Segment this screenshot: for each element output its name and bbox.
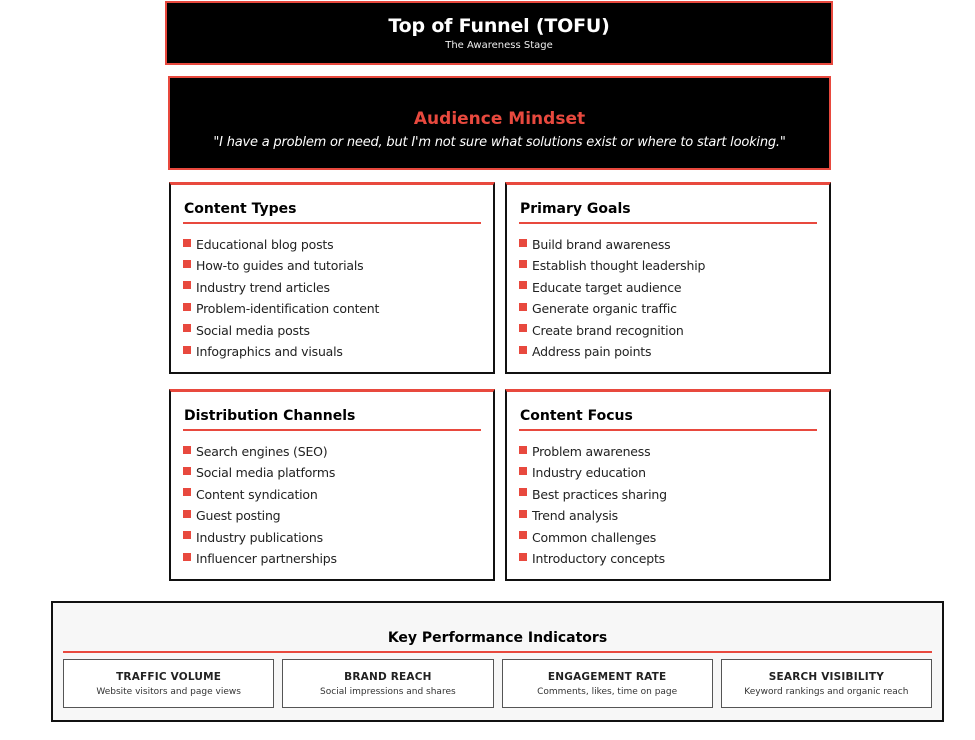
kpi-name: ENGAGEMENT RATE <box>547 671 667 683</box>
kpi-row <box>63 659 932 708</box>
square-bullet-icon <box>519 281 527 289</box>
list-item <box>519 484 817 505</box>
list-item <box>183 341 481 362</box>
list-item <box>183 277 481 298</box>
list-item <box>183 441 481 462</box>
list-item <box>183 484 481 505</box>
list-item-text: Content syndication <box>196 486 318 502</box>
square-bullet-icon <box>519 467 527 475</box>
square-bullet-icon <box>183 510 191 518</box>
card-list <box>519 234 817 362</box>
list-item <box>519 505 817 526</box>
square-bullet-icon <box>183 531 191 539</box>
square-bullet-icon <box>519 239 527 247</box>
list-item <box>519 320 817 341</box>
audience-mindset-box <box>168 76 831 170</box>
kpi-panel <box>51 601 944 722</box>
square-bullet-icon <box>519 510 527 518</box>
list-item-text: Industry publications <box>196 529 323 545</box>
list-item-text: Industry education <box>532 465 646 481</box>
list-item-text: Introductory concepts <box>532 550 665 566</box>
card-title: Content Focus <box>519 408 817 431</box>
square-bullet-icon <box>519 260 527 268</box>
list-item-text: Generate organic traffic <box>532 301 677 317</box>
list-item-text: Problem awareness <box>532 444 651 459</box>
list-item <box>519 234 817 255</box>
square-bullet-icon <box>519 488 527 496</box>
kpi-name: BRAND REACH <box>344 671 432 683</box>
card-content-focus <box>505 389 831 581</box>
square-bullet-icon <box>183 239 191 247</box>
kpi-engagement-rate <box>502 659 713 708</box>
list-item <box>183 462 481 483</box>
card-primary-goals <box>505 182 831 374</box>
kpi-brand-reach <box>282 659 493 708</box>
card-title: Content Types <box>183 201 481 224</box>
stage-title: Top of Funnel (TOFU) <box>388 15 610 37</box>
card-content-types <box>169 182 495 374</box>
list-item-text: Social media platforms <box>196 465 336 481</box>
list-item-text: Educational blog posts <box>196 237 334 252</box>
list-item-text: Educate target audience <box>532 279 682 295</box>
square-bullet-icon <box>183 446 191 454</box>
kpi-title: Key Performance Indicators <box>63 630 932 653</box>
square-bullet-icon <box>183 281 191 289</box>
list-item-text: Trend analysis <box>532 508 618 524</box>
list-item-text: Industry trend articles <box>196 279 330 295</box>
kpi-name: TRAFFIC VOLUME <box>116 671 222 683</box>
list-item <box>519 277 817 298</box>
card-list <box>519 441 817 569</box>
kpi-desc: Website visitors and page views <box>96 687 241 697</box>
square-bullet-icon <box>519 553 527 561</box>
list-item-text: Social media posts <box>196 322 310 338</box>
square-bullet-icon <box>519 446 527 454</box>
mindset-label: Audience Mindset <box>413 109 586 129</box>
card-list <box>183 234 481 362</box>
square-bullet-icon <box>183 488 191 496</box>
kpi-desc: Comments, likes, time on page <box>537 687 678 697</box>
list-item <box>519 548 817 569</box>
square-bullet-icon <box>183 346 191 354</box>
list-item-text: Problem-identification content <box>196 301 380 317</box>
square-bullet-icon <box>183 260 191 268</box>
kpi-desc: Keyword rankings and organic reach <box>744 687 909 697</box>
list-item-text: Common challenges <box>532 529 657 545</box>
stage-header <box>165 1 833 65</box>
card-title: Primary Goals <box>519 201 817 224</box>
mindset-quote: "I have a problem or need, but I'm not sure what solutions exist or where to start looking." <box>213 135 786 150</box>
list-item-text: Infographics and visuals <box>196 343 343 359</box>
list-item <box>183 255 481 276</box>
square-bullet-icon <box>519 531 527 539</box>
list-item <box>183 320 481 341</box>
kpi-search-visibility <box>721 659 932 708</box>
list-item-text: Create brand recognition <box>532 322 684 338</box>
list-item <box>183 298 481 319</box>
square-bullet-icon <box>519 303 527 311</box>
list-item <box>183 234 481 255</box>
list-item <box>519 441 817 462</box>
square-bullet-icon <box>183 303 191 311</box>
square-bullet-icon <box>519 346 527 354</box>
list-item <box>183 527 481 548</box>
list-item-text: Influencer partnerships <box>196 550 337 566</box>
kpi-traffic-volume <box>63 659 274 708</box>
card-title: Distribution Channels <box>183 408 481 431</box>
kpi-desc: Social impressions and shares <box>320 687 456 697</box>
card-list <box>183 441 481 569</box>
square-bullet-icon <box>183 467 191 475</box>
list-item-text: Search engines (SEO) <box>196 444 328 459</box>
list-item-text: Establish thought leadership <box>532 258 706 274</box>
list-item-text: Address pain points <box>532 343 652 359</box>
kpi-name: SEARCH VISIBILITY <box>768 671 885 683</box>
list-item <box>519 341 817 362</box>
list-item-text: Build brand awareness <box>532 237 671 252</box>
stage-subtitle: The Awareness Stage <box>445 40 553 51</box>
list-item <box>519 255 817 276</box>
list-item <box>519 298 817 319</box>
square-bullet-icon <box>183 324 191 332</box>
list-item-text: Best practices sharing <box>532 486 667 502</box>
list-item-text: Guest posting <box>196 508 281 524</box>
square-bullet-icon <box>183 553 191 561</box>
list-item <box>183 505 481 526</box>
list-item <box>183 548 481 569</box>
list-item <box>519 527 817 548</box>
square-bullet-icon <box>519 324 527 332</box>
list-item <box>519 462 817 483</box>
list-item-text: How-to guides and tutorials <box>196 258 364 274</box>
card-distribution-channels <box>169 389 495 581</box>
